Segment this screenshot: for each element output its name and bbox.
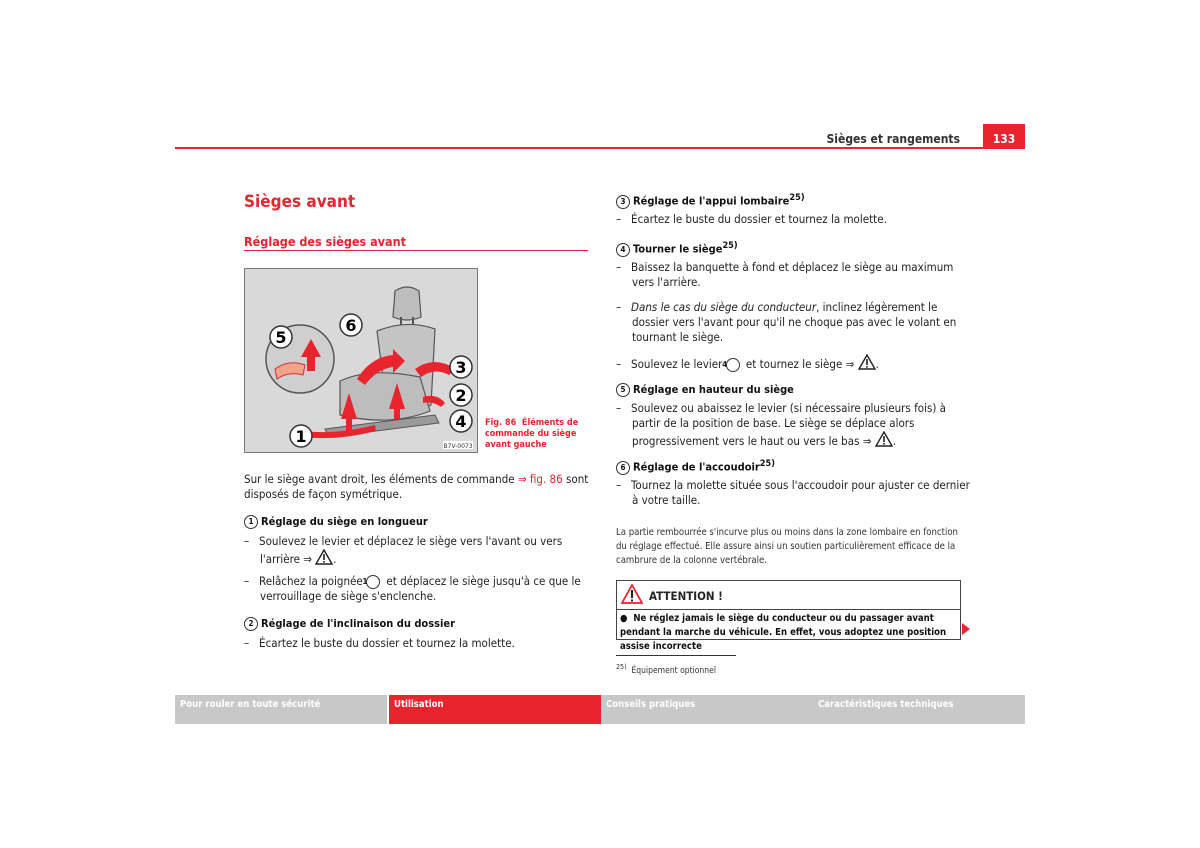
continue-arrow-icon bbox=[962, 623, 970, 635]
section-4-title: Tourner le siège bbox=[633, 242, 723, 256]
bullet-text: Soulevez ou abaissez le levier (si nécessaire plusieurs fois) à partir de la position de base. Le siège se déplace alors progressivement vers le haut ou vers le bas ⇒ bbox=[631, 401, 946, 448]
footnote-mark: 25) bbox=[616, 662, 627, 671]
section-1-bullet-2: – Relâchez la poignée 1 et déplacez le siège jusqu'à ce que le verrouillage de siège s'enclenche. bbox=[244, 574, 581, 603]
section-3-heading bbox=[616, 192, 805, 209]
nav-tab-caracteristiques[interactable] bbox=[813, 695, 1025, 724]
callout-label-3: 3 bbox=[455, 358, 467, 377]
section-6-title: Réglage de l'accoudoir bbox=[633, 460, 760, 474]
subsection-title: Réglage des sièges avant bbox=[244, 234, 407, 249]
lumbar-note: La partie rembourrée s'incurve plus ou moins dans la zone lombaire en fonction du réglage effectué. Elle assure ainsi un soutien particulièrement efficace de la cambrure de la colonne vertébrale. bbox=[616, 527, 958, 566]
bullet-text: Relâchez la poignée bbox=[259, 574, 363, 588]
attention-header bbox=[617, 581, 960, 610]
num-badge-2: 2 bbox=[244, 617, 258, 631]
bullet-text: , inclinez légèrement le dossier vers l'avant pour qu'il ne choque pas avec le volant en tournant le siège. bbox=[632, 300, 957, 344]
inline-num-badge: 1 bbox=[366, 575, 380, 589]
section-2-heading bbox=[244, 617, 455, 631]
bullet-text: Écartez le buste du dossier et tournez la molette. bbox=[259, 636, 515, 650]
figure-caption-label: Fig. 86 bbox=[485, 418, 517, 428]
section-6-bullet-1: – Tournez la molette située sous l'accoudoir pour ajuster ce dernier à votre taille. bbox=[616, 478, 970, 507]
intro-text-end: sont disposés de façon symétrique. bbox=[244, 472, 589, 501]
callout-label-6: 6 bbox=[345, 316, 357, 335]
header-rule bbox=[175, 147, 1025, 149]
intro-paragraph bbox=[244, 472, 594, 502]
section-4-bullet-2: – Dans le cas du siège du conducteur, inclinez légèrement le dossier vers l'avant pour qu'il ne choque pas avec le volant en tournant le siège. bbox=[616, 300, 957, 344]
section-4-bullet-3: – Soulevez le levier 4 et tournez le siège ⇒ . bbox=[616, 354, 977, 372]
section-5-title: Réglage en hauteur du siège bbox=[633, 383, 794, 396]
attention-text: ● Ne réglez jamais le siège du conducteur ou du passager avant pendant la marche du véhicule. En effet, vous adoptez une position assise incorrecte bbox=[620, 613, 947, 652]
footnote-ref: 25) bbox=[722, 240, 738, 251]
callout-label-4: 4 bbox=[455, 412, 467, 431]
bullet-text-end: et déplacez le siège jusqu'à ce que le verrouillage de siège s'enclenche. bbox=[260, 574, 581, 603]
warning-triangle-icon[interactable] bbox=[315, 549, 333, 565]
warning-triangle-icon[interactable] bbox=[858, 354, 876, 370]
section-1-bullet-1: – Soulevez le levier et déplacez le siège vers l'avant ou vers l'arrière ⇒ . bbox=[244, 534, 563, 566]
warning-triangle-icon[interactable] bbox=[875, 431, 893, 447]
nav-tab-label: Caractéristiques techniques bbox=[818, 699, 954, 710]
bullet-text: Écartez le buste du dossier et tournez la molette. bbox=[631, 212, 887, 226]
footnote-rule bbox=[616, 655, 736, 656]
intro-text: Sur le siège avant droit, les éléments de commande bbox=[244, 472, 518, 486]
section-4-heading bbox=[616, 240, 738, 257]
footnote-text: Équipement optionnel bbox=[631, 665, 716, 676]
figure-code: B7V-0073 bbox=[443, 443, 473, 450]
section-2-title: Réglage de l'inclinaison du dossier bbox=[261, 617, 455, 630]
bullet-text: Soulevez le levier bbox=[631, 357, 723, 371]
bullet-italic-text: Dans le cas du siège du conducteur bbox=[631, 300, 817, 314]
bullet-text: Tournez la molette située sous l'accoudoir pour ajuster ce dernier à votre taille. bbox=[631, 478, 970, 507]
section-4-bullet-1: – Baissez la banquette à fond et déplacez le siège au maximum vers l'arrière. bbox=[616, 260, 954, 289]
running-header-title: Sièges et rangements bbox=[826, 132, 960, 146]
num-badge-3: 3 bbox=[616, 195, 630, 209]
figure-reference-link[interactable]: ⇒ fig. 86 bbox=[517, 472, 563, 486]
num-badge-6: 6 bbox=[616, 461, 630, 475]
section-3-title: Réglage de l'appui lombaire bbox=[633, 194, 790, 208]
nav-tab-label: Conseils pratiques bbox=[606, 699, 696, 710]
bullet-text-end: et tournez le siège ⇒ bbox=[745, 357, 855, 371]
section-title: Sièges avant bbox=[244, 192, 356, 212]
attention-title: ATTENTION ! bbox=[649, 589, 723, 603]
nav-tab-label: Pour rouler en toute sécurité bbox=[180, 699, 321, 710]
inline-num-badge: 4 bbox=[726, 358, 740, 372]
callout-label-2: 2 bbox=[455, 386, 467, 405]
callout-label-1: 1 bbox=[295, 427, 307, 446]
figure-caption-text: Éléments de commande du siège avant gauche bbox=[485, 418, 579, 450]
seat-drawing bbox=[245, 269, 477, 452]
bullet-text: Baissez la banquette à fond et déplacez le siège au maximum vers l'arrière. bbox=[631, 260, 954, 289]
section-5-bullet-1: – Soulevez ou abaissez le levier (si nécessaire plusieurs fois) à partir de la position de base. Le siège se déplace alors progressivement vers le haut ou vers le bas ⇒ . bbox=[616, 401, 946, 448]
footnote bbox=[616, 662, 716, 676]
subsection-rule bbox=[244, 250, 588, 251]
nav-tab-conseils[interactable] bbox=[601, 695, 813, 724]
warning-triangle-icon bbox=[621, 584, 643, 604]
section-5-heading bbox=[616, 383, 794, 397]
footnote-ref: 25) bbox=[789, 192, 805, 203]
nav-tab-label: Utilisation bbox=[394, 699, 444, 710]
figure-caption bbox=[485, 418, 595, 451]
section-2-bullet-1: – Écartez le buste du dossier et tournez la molette. bbox=[244, 636, 515, 650]
section-6-heading bbox=[616, 458, 775, 475]
num-badge-5: 5 bbox=[616, 383, 630, 397]
callout-label-5: 5 bbox=[275, 328, 287, 347]
section-1-title: Réglage du siège en longueur bbox=[261, 515, 428, 528]
bullet-text: Soulevez le levier et déplacez le siège vers l'avant ou vers l'arrière ⇒ bbox=[259, 534, 563, 566]
section-3-bullet-1: – Écartez le buste du dossier et tournez la molette. bbox=[616, 212, 887, 226]
num-badge-1: 1 bbox=[244, 515, 258, 529]
page-number: 133 bbox=[983, 124, 1025, 149]
attention-body: Ne réglez jamais le siège du conducteur ou du passager avant pendant la marche du véhicule. En effet, vous adoptez une position assise incorrecte bbox=[620, 613, 947, 652]
attention-box bbox=[616, 580, 961, 652]
nav-tab-securite[interactable] bbox=[175, 695, 387, 724]
num-badge-4: 4 bbox=[616, 243, 630, 257]
section-1-heading bbox=[244, 515, 428, 529]
footnote-ref: 25) bbox=[759, 458, 776, 469]
seat-illustration bbox=[244, 268, 478, 453]
nav-tab-utilisation[interactable] bbox=[389, 695, 601, 724]
